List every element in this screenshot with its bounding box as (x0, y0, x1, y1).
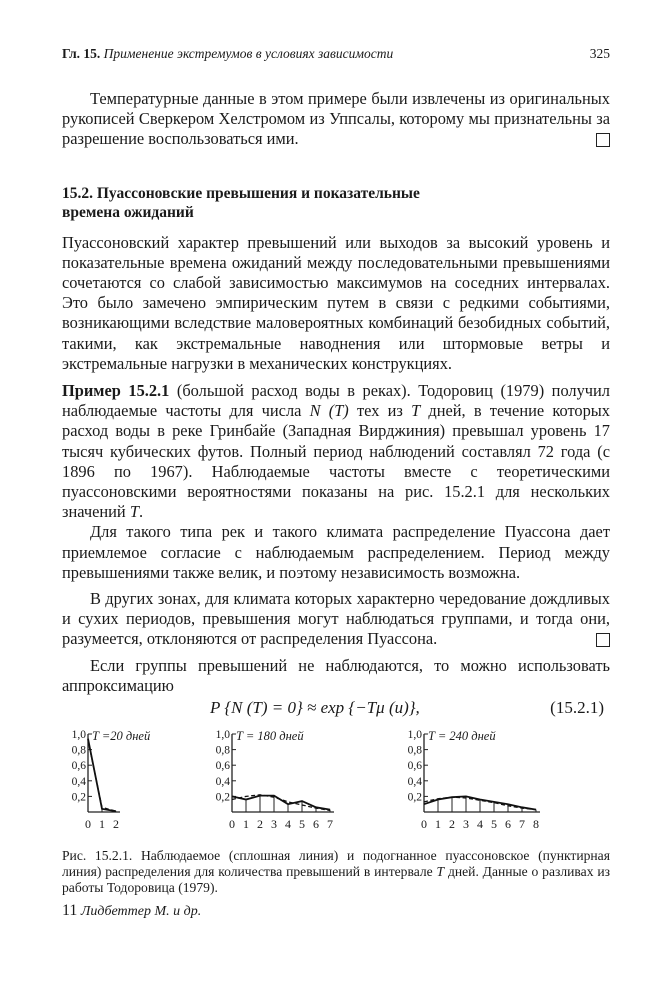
example-var-t2: T (129, 502, 139, 522)
x-tick-label: 5 (299, 817, 305, 832)
example-var-nt: N (T) (309, 401, 349, 421)
x-tick-label: 4 (285, 817, 291, 832)
x-tick-label: 1 (435, 817, 441, 832)
qed-square-icon (596, 133, 610, 147)
formula: P {N (T) = 0} ≈ exp {−Tμ (u)}, (210, 698, 420, 718)
qed-square-icon-2 (596, 633, 610, 647)
x-tick-label: 2 (257, 817, 263, 832)
x-tick-label: 1 (99, 817, 105, 832)
example-var-t: T (411, 401, 421, 421)
page (62, 46, 610, 920)
signature-number: 11 (62, 902, 78, 920)
example-text-d: . (138, 502, 144, 522)
y-tick-label: 1,0 (407, 729, 422, 742)
figure-caption (62, 848, 610, 896)
formula-number: (15.2.1) (550, 698, 604, 718)
example-text-b: тех из (356, 401, 403, 421)
x-tick-label: 7 (519, 817, 525, 832)
chapter-title: Применение экстремумов в условиях зависимости (103, 46, 394, 61)
page-footer (62, 902, 610, 920)
chart-title: T =20 дней (92, 729, 151, 744)
x-tick-label: 2 (449, 817, 455, 832)
caption-text-b: дней. Данные о разливах из работы Тодоровица (1979). (62, 864, 610, 896)
example-paragraph (62, 381, 610, 522)
caption-label: Рис. 15.2.1. (62, 848, 133, 864)
intro-paragraph (62, 89, 610, 150)
poisson-line (88, 740, 116, 811)
signature-text: Лидбеттер М. и др. (80, 904, 202, 920)
page-header (62, 46, 610, 62)
observed-line (88, 739, 116, 812)
y-tick-label: 0,6 (71, 760, 86, 773)
section-title-line1: Пуассоновские превышения и показательные (96, 184, 420, 202)
x-tick-label: 2 (113, 817, 119, 832)
formula-row (62, 696, 610, 722)
y-tick-label: 0,2 (71, 791, 86, 804)
example-label: Пример 15.2.1 (62, 381, 170, 401)
chart-t240 (398, 726, 576, 838)
x-tick-label: 0 (85, 817, 91, 832)
zones-paragraph (62, 589, 610, 650)
y-tick-label: 0,8 (71, 744, 86, 757)
page-number: 325 (589, 46, 610, 61)
y-tick-label: 0,8 (215, 744, 230, 757)
figure-charts (62, 726, 610, 838)
section-number: 15.2. (62, 184, 93, 202)
y-tick-label: 1,0 (215, 729, 230, 742)
x-tick-label: 1 (243, 817, 249, 832)
x-tick-label: 3 (463, 817, 469, 832)
x-tick-label: 0 (421, 817, 427, 832)
x-tick-label: 8 (533, 817, 539, 832)
section-paragraph: Пуассоновский характер превышений или выходов за высокий уровень и показательные времена ожиданий между последовательными превышениями сочетаются со слабой зависимостью максимумов на соседних интервалах. Это было замечено эмпирическим путем в связи с редкими событиями, возникающими вследствие маловероятных комбинаций безобидных событий, такими, как экстремальные наводнения или штормовые ветры и экстремальные нагрузки в механических конструкциях. (62, 232, 610, 373)
y-tick-label: 0,4 (407, 775, 422, 788)
example-text-a: (большой расход воды в реках). Тодоровиц (1979) получил наблюдаемые частоты для числа (62, 381, 610, 421)
section-title-line2: времена ожиданий (62, 203, 194, 221)
x-tick-label: 6 (505, 817, 511, 832)
example-text-c: дней, в течение которых расход воды в реке Гринбайе (Западная Вирджиния) превышал уровень 17 тысяч кубических футов. Полный период наблюдений составлял 72 года (с 1896 по 1967). Наблюдаемые частоты вместе с теоретическими пуассоновскими вероятностями показаны на рис. 15.2.1 для нескольких значений (62, 401, 610, 522)
x-tick-label: 4 (477, 817, 483, 832)
running-title (62, 46, 393, 62)
zones-text: В других зонах, для климата которых характерно чередование дождливых и сухих периодов, превышения могут наблюдаться группами, и тогда они, разумеется, отклоняются от распределения Пуассона. (62, 589, 610, 649)
section-heading (62, 184, 610, 222)
y-tick-label: 0,6 (215, 760, 230, 773)
x-tick-label: 0 (229, 817, 235, 832)
x-tick-label: 7 (327, 817, 333, 832)
caption-var-t: T (436, 864, 445, 880)
poisson-line (232, 795, 330, 811)
y-tick-label: 0,4 (71, 775, 86, 788)
y-tick-label: 1,0 (71, 729, 86, 742)
y-tick-label: 0,2 (407, 791, 422, 804)
y-tick-label: 0,4 (215, 775, 230, 788)
caption-text-a: Наблюдаемое (сплошная линия) и подогнанное пуассоновское (пунктирная линия) распределения для количества превышений в интервале (62, 848, 610, 880)
x-tick-label: 6 (313, 817, 319, 832)
chapter-label: Гл. 15. (62, 46, 101, 61)
chart-title: T = 180 дней (236, 729, 304, 744)
chart-title: T = 240 дней (428, 729, 496, 744)
y-tick-label: 0,2 (215, 791, 230, 804)
intro-text: Температурные данные в этом примере были извлечены из оригинальных рукописей Сверкером Хелстромом из Уппсалы, которому мы признательны за разрешение воспользоваться ими. (62, 89, 610, 149)
poisson-paragraph: Для такого типа рек и такого климата распределение Пуассона дает приемлемое согласие с наблюдаемым распределением. Период между превышениями также велик, и поэтому независимость возможна. (62, 522, 610, 582)
y-tick-label: 0,6 (407, 760, 422, 773)
chart-t20 (62, 726, 174, 838)
y-tick-label: 0,8 (407, 744, 422, 757)
approx-paragraph: Если группы превышений не наблюдаются, то можно использовать аппроксимацию (62, 655, 610, 695)
x-tick-label: 5 (491, 817, 497, 832)
x-tick-label: 3 (271, 817, 277, 832)
chart-t180 (206, 726, 366, 838)
